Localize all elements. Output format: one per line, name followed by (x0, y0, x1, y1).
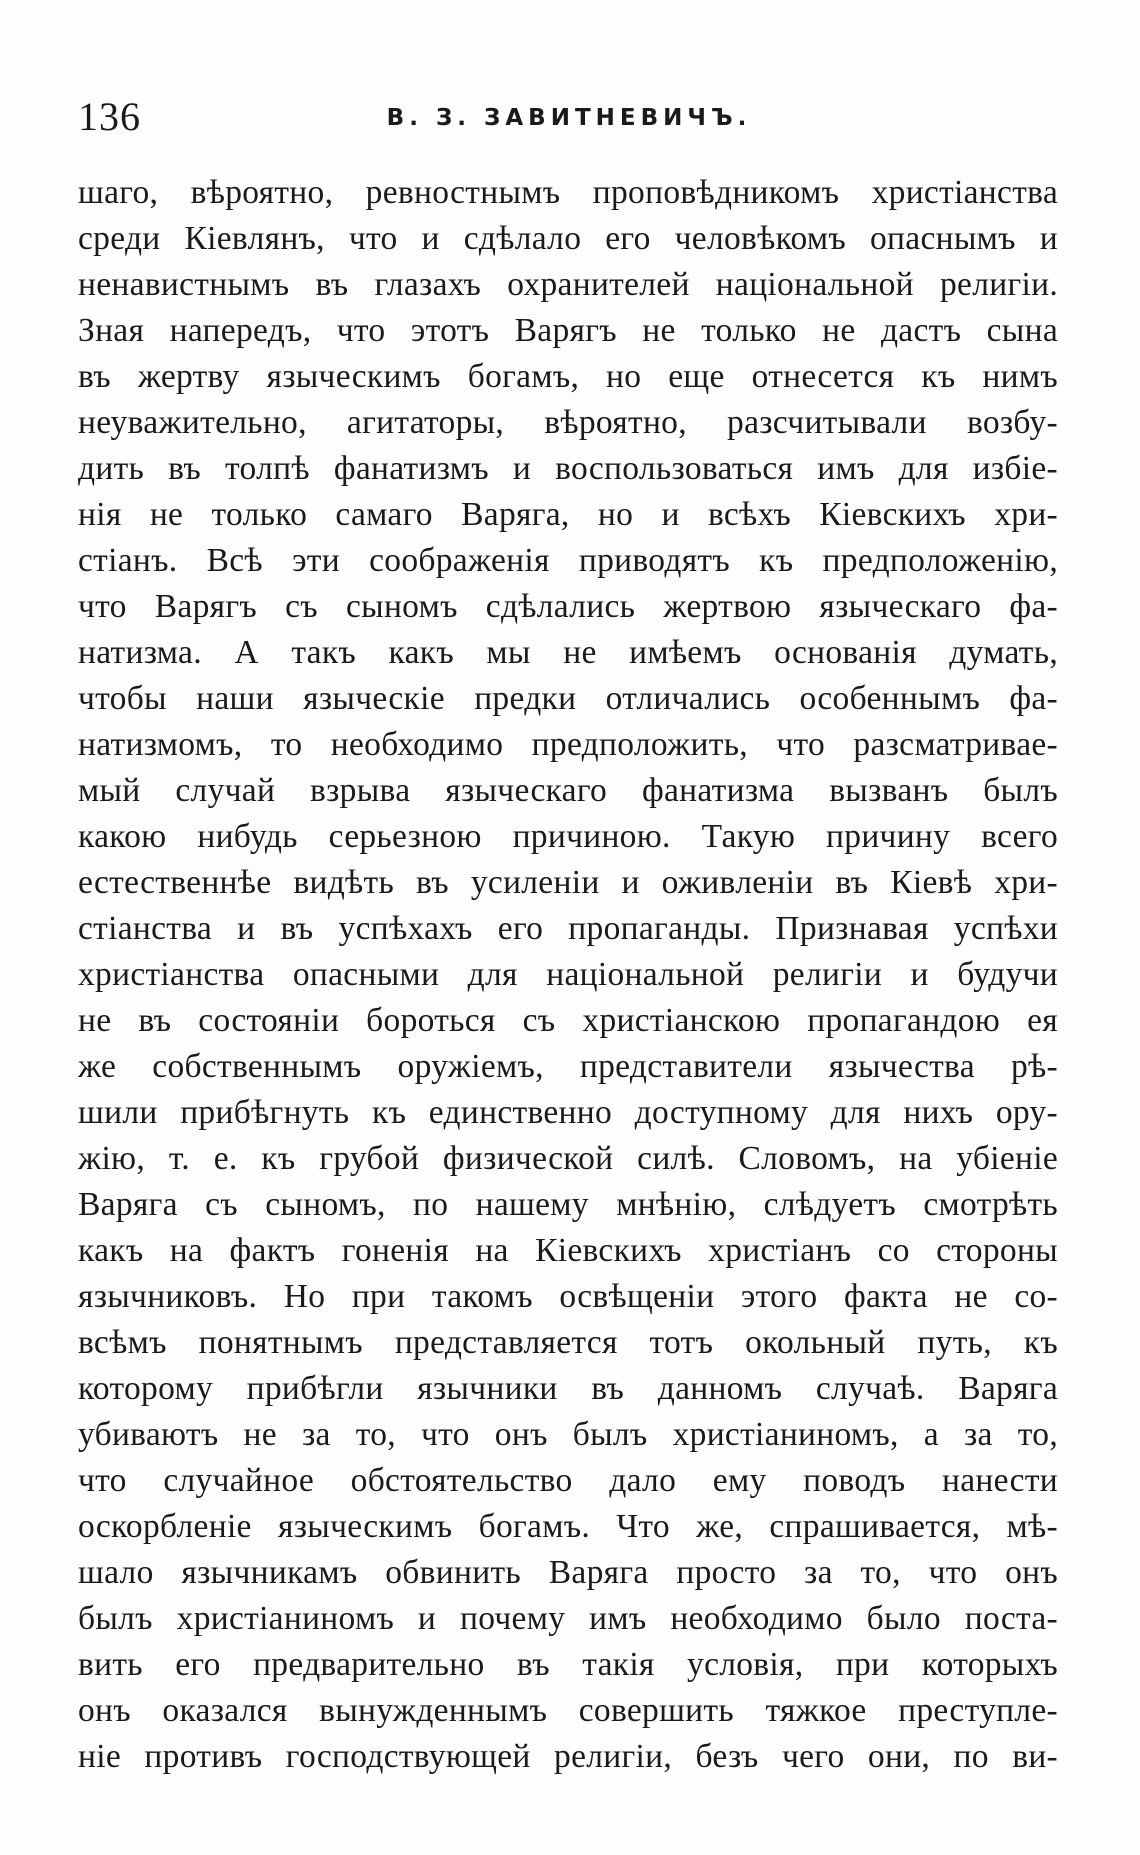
text-line: среди Кіевлянъ, что и сдѣлало его человѣкомъ опаснымъ и (78, 220, 1058, 257)
text-line: шили прибѣгнуть къ единственно доступному для нихъ ору- (78, 1094, 1058, 1131)
text-line: какъ на фактъ гоненія на Кіевскихъ христіанъ со стороны (78, 1232, 1058, 1269)
text-line: не въ состояніи бороться съ христіанскою пропагандою ея (78, 1002, 1058, 1039)
text-line: христіанства опасными для національной религіи и будучи (78, 956, 1058, 993)
text-line: которому прибѣгли язычники въ данномъ случаѣ. Варяга (78, 1370, 1058, 1407)
text-line: оскорбленіе языческимъ богамъ. Что же, спрашивается, мѣ- (78, 1508, 1058, 1545)
text-line: убиваютъ не за то, что онъ былъ христіаниномъ, а за то, (78, 1416, 1058, 1453)
text-line: всѣмъ понятнымъ представляется тотъ окольный путь, къ (78, 1324, 1058, 1361)
text-line: дить въ толпѣ фанатизмъ и воспользоваться имъ для избіе- (78, 450, 1058, 487)
text-line: былъ христіаниномъ и почему имъ необходимо было поста- (78, 1600, 1058, 1637)
text-line: язычниковъ. Но при такомъ освѣщеніи этого факта не со- (78, 1278, 1058, 1315)
text-line: ненавистнымъ въ глазахъ охранителей національной религіи. (78, 266, 1058, 303)
text-line: мый случай взрыва языческаго фанатизма вызванъ былъ (78, 772, 1058, 809)
text-line: натизма. А такъ какъ мы не имѣемъ основанія думать, (78, 634, 1058, 671)
text-line: натизмомъ, то необходимо предположить, что разсматривае- (78, 726, 1058, 763)
text-line: неуважительно, агитаторы, вѣроятно, разсчитывали возбу- (78, 404, 1058, 441)
text-line: нія не только самаго Варяга, но и всѣхъ Кіевскихъ хри- (78, 496, 1058, 533)
text-line: естественнѣе видѣть въ усиленіи и оживленіи въ Кіевѣ хри- (78, 864, 1058, 901)
text-line: шало язычникамъ обвинить Варяга просто за то, что онъ (78, 1554, 1058, 1591)
text-line: жію, т. е. къ грубой физической силѣ. Словомъ, на убіеніе (78, 1140, 1058, 1177)
running-head (78, 92, 1060, 142)
text-line: что Варягъ съ сыномъ сдѣлались жертвою языческаго фа- (78, 588, 1058, 625)
body-text (78, 170, 1058, 1780)
text-line: чтобы наши языческіе предки отличались особеннымъ фа- (78, 680, 1058, 717)
text-line: стіанства и въ успѣхахъ его пропаганды. Признавая успѣхи (78, 910, 1058, 947)
text-line: ніе противъ господствующей религіи, безъ чего они, по ви- (78, 1738, 1058, 1775)
text-line: Зная напередъ, что этотъ Варягъ не только не дастъ сына (78, 312, 1058, 349)
text-line: въ жертву языческимъ богамъ, но еще отнесется къ нимъ (78, 358, 1058, 395)
text-line: вить его предварительно въ такія условія, при которыхъ (78, 1646, 1058, 1683)
text-line: же собственнымъ оружіемъ, представители язычества рѣ- (78, 1048, 1058, 1085)
text-line: стіанъ. Всѣ эти соображенія приводятъ къ предположенію, (78, 542, 1058, 579)
running-head-author: В. З. ЗАВИТНЕВИЧЪ. (386, 105, 752, 131)
text-line: какою нибудь серьезною причиною. Такую причину всего (78, 818, 1058, 855)
text-line: онъ оказался вынужденнымъ совершить тяжкое преступле- (78, 1692, 1058, 1729)
text-line: что случайное обстоятельство дало ему поводъ нанести (78, 1462, 1058, 1499)
text-line: Варяга съ сыномъ, по нашему мнѣнію, слѣдуетъ смотрѣть (78, 1186, 1058, 1223)
page-number: 136 (78, 94, 141, 139)
text-line: шаго, вѣроятно, ревностнымъ проповѣдникомъ христіанства (78, 174, 1058, 211)
